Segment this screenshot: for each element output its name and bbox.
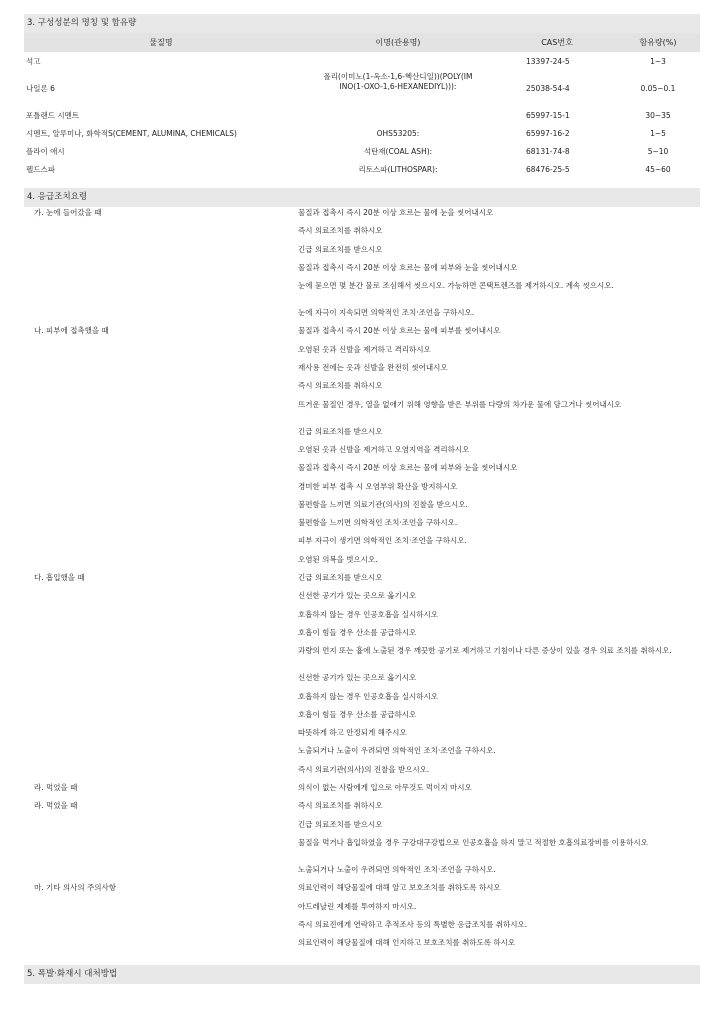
first-aid-row [24, 244, 700, 262]
first-aid-instruction: 재사용 전에는 옷과 신발을 완전히 씻어내시오 [298, 363, 448, 373]
first-aid-row [24, 764, 700, 782]
first-aid-row [24, 325, 700, 343]
section5-title: 5. 폭발·화재시 대처방법 [24, 965, 700, 984]
first-aid-instruction: 불편함을 느끼면 의료기관(의사)의 진찰을 받으시오. [298, 499, 468, 509]
first-aid-category [24, 280, 298, 307]
first-aid-category [24, 344, 298, 362]
first-aid-row [24, 362, 700, 380]
composition-row [24, 106, 700, 124]
first-aid-instruction: 의료인력이 해당물질에 대해 인지하고 보호조치를 취하도록 하시오 [298, 938, 516, 948]
first-aid-category [24, 691, 298, 709]
first-aid-category [24, 262, 298, 280]
first-aid-instruction: 오염된 의복을 벗으시오. [298, 554, 378, 564]
first-aid-instruction: 눈에 묻으면 몇 분간 물로 조심해서 씻으시오. 가능하면 콘택트렌즈를 제거하시오. 계속 씻으시오. [298, 281, 614, 291]
section3-title: 3. 구성성분의 명칭 및 함유량 [24, 14, 700, 33]
first-aid-row [24, 426, 700, 444]
first-aid-category [24, 919, 298, 937]
component-name: 펠드스파 [26, 164, 55, 174]
first-aid-list [24, 207, 700, 955]
first-aid-category: 다. 흡입했을 때 [34, 573, 85, 583]
component-name: 석고 [26, 56, 41, 66]
first-aid-category [24, 225, 298, 243]
component-alias: 석탄재(COAL ASH): [363, 146, 433, 156]
first-aid-row [24, 380, 700, 398]
first-aid-instruction: 의료인력이 해당물질에 대해 알고 보호조치를 취하도록 하시오 [298, 883, 501, 893]
first-aid-instruction: 불편함을 느끼면 의학적인 조치·조언을 구하시오. [298, 518, 458, 528]
composition-row [24, 52, 700, 70]
first-aid-category [24, 444, 298, 462]
first-aid-instruction: 과량의 먼지 또는 흄에 노출된 경우 깨끗한 공기로 제거하고 기침이나 다른 증상이 있을 경우 의료 조치를 취하시오. [298, 646, 672, 656]
first-aid-category [24, 481, 298, 499]
first-aid-instruction: 눈에 자극이 지속되면 의학적인 조치·조언을 구하시오. [298, 308, 475, 318]
first-aid-category [24, 709, 298, 727]
first-aid-row [24, 864, 700, 882]
first-aid-category [24, 901, 298, 919]
component-alias: OHS53205: [376, 128, 420, 138]
component-name: 나일론 6 [26, 83, 55, 93]
first-aid-category: 마. 기타 의사의 주의사항 [34, 883, 116, 893]
first-aid-row [24, 691, 700, 709]
component-cas: 68131-74-8 [526, 146, 570, 156]
first-aid-row [24, 462, 700, 480]
first-aid-row [24, 535, 700, 553]
first-aid-category [24, 244, 298, 262]
first-aid-instruction: 즉시 의료진에게 연락하고 추적조사 등의 특별한 응급조치를 취하시오. [298, 919, 528, 929]
first-aid-row [24, 882, 700, 900]
first-aid-category [24, 535, 298, 553]
first-aid-instruction: 긴급 의료조치를 받으시오 [298, 426, 383, 436]
first-aid-instruction: 호흡이 힘들 경우 산소를 공급하시오 [298, 709, 417, 719]
first-aid-category [24, 362, 298, 380]
first-aid-category [24, 672, 298, 690]
first-aid-row [24, 745, 700, 763]
first-aid-instruction: 따뜻하게 하고 안정되게 해주시오 [298, 728, 407, 738]
first-aid-instruction: 호흡이 힘들 경우 산소를 공급하시오 [298, 627, 417, 637]
first-aid-instruction: 뜨거운 물질인 경우, 열을 없애기 위해 영향을 받은 부위를 다량의 차가운 물에 담그거나 씻어내시오 [298, 399, 622, 409]
component-content: 30~35 [645, 110, 671, 120]
component-alias [298, 52, 498, 70]
first-aid-row [24, 919, 700, 937]
component-alias-text: 폴리(이미노(1-옥소-1,6-헥산디일))(POLY(IMINO(1-OXO-1,6-HEXANEDIYL))): [323, 72, 473, 91]
first-aid-row [24, 554, 700, 572]
first-aid-row [24, 444, 700, 462]
first-aid-instruction: 노출되거나 노출이 우려되면 의학적인 조치·조언을 구하시오. [298, 864, 496, 874]
first-aid-row [24, 937, 700, 955]
first-aid-category: 가. 눈에 들어갔을 때 [34, 208, 102, 217]
first-aid-category [24, 462, 298, 480]
first-aid-instruction: 노출되거나 노출이 우려되면 의학적인 조치·조언을 구하시오. [298, 746, 496, 756]
first-aid-row [24, 590, 700, 608]
first-aid-category [24, 380, 298, 398]
first-aid-category [24, 590, 298, 608]
first-aid-row [24, 709, 700, 727]
component-name: 시멘트, 알루미나, 화학적S(CEMENT, ALUMINA, CHEMICALS) [26, 128, 237, 138]
first-aid-category [24, 837, 298, 864]
first-aid-category [24, 819, 298, 837]
first-aid-instruction: 오염된 옷과 신발을 제거하고 오염지역을 격리하시오 [298, 444, 470, 454]
first-aid-row [24, 672, 700, 690]
header-content: 함유량(%) [616, 33, 700, 52]
first-aid-category [24, 745, 298, 763]
composition-table [24, 33, 700, 178]
first-aid-category [24, 864, 298, 882]
composition-row [24, 70, 700, 106]
first-aid-category [24, 727, 298, 745]
composition-header-row [24, 33, 700, 52]
first-aid-category [24, 764, 298, 782]
first-aid-row [24, 344, 700, 362]
component-name: 플라이 애시 [26, 146, 65, 156]
first-aid-category [24, 426, 298, 444]
first-aid-row [24, 609, 700, 627]
first-aid-instruction: 신선한 공기가 있는 곳으로 옮기시오 [298, 673, 417, 683]
first-aid-instruction: 긴급 의료조치를 받으시오 [298, 244, 383, 254]
header-cas: CAS번호 [498, 33, 616, 52]
first-aid-instruction: 신선한 공기가 있는 곳으로 옮기시오 [298, 591, 417, 601]
first-aid-row [24, 207, 700, 225]
component-alias [298, 70, 498, 106]
first-aid-instruction: 피부 자극이 생기면 의학적인 조치·조언을 구하시오. [298, 536, 467, 546]
component-alias [298, 106, 498, 124]
first-aid-row [24, 307, 700, 325]
composition-row [24, 142, 700, 160]
first-aid-category [24, 499, 298, 517]
component-cas: 65997-16-2 [526, 128, 570, 138]
first-aid-row [24, 225, 700, 243]
first-aid-instruction: 아드레날린 제제를 투여하지 마시오. [298, 901, 417, 911]
component-content: 0.05~0.1 [640, 83, 676, 93]
first-aid-category: 라. 먹었을 때 [34, 783, 78, 793]
first-aid-row [24, 262, 700, 280]
component-name: 포틀랜드 시멘트 [26, 110, 80, 120]
first-aid-row [24, 627, 700, 645]
first-aid-instruction: 호흡하지 않는 경우 인공호흡을 실시하시오 [298, 691, 438, 701]
first-aid-row [24, 819, 700, 837]
first-aid-row [24, 572, 700, 590]
first-aid-instruction: 긴급 의료조치를 받으시오 [298, 819, 383, 829]
first-aid-category [24, 517, 298, 535]
component-cas: 68476-25-5 [526, 164, 570, 174]
first-aid-row [24, 280, 700, 307]
component-cas: 25038-54-4 [526, 83, 570, 93]
component-alias: 리토스파(LITHOSPAR): [358, 164, 438, 174]
component-content: 45~60 [645, 164, 671, 174]
first-aid-category: 나. 피부에 접촉했을 때 [34, 326, 109, 336]
first-aid-category [24, 307, 298, 325]
first-aid-category [24, 609, 298, 627]
first-aid-row [24, 517, 700, 535]
msds-page [24, 14, 700, 984]
component-content: 1~5 [650, 128, 666, 138]
first-aid-instruction: 경미한 피부 접촉 시 오염부위 확산을 방지하시오 [298, 481, 458, 491]
first-aid-category [24, 645, 298, 672]
first-aid-category [24, 554, 298, 572]
component-cas: 13397-24-5 [526, 56, 570, 66]
first-aid-row [24, 645, 700, 672]
component-cas: 65997-15-1 [526, 110, 570, 120]
first-aid-instruction: 호흡하지 않는 경우 인공호흡을 실시하시오 [298, 609, 438, 619]
composition-row [24, 124, 700, 142]
first-aid-instruction: 즉시 의료조치를 취하시오 [298, 226, 383, 236]
header-alias: 이명(관용명) [298, 33, 498, 52]
first-aid-instruction: 물질과 접촉시 즉시 20분 이상 흐르는 물에 피부를 씻어내시오 [298, 326, 501, 336]
first-aid-category [24, 937, 298, 955]
first-aid-row [24, 499, 700, 517]
first-aid-category [24, 627, 298, 645]
first-aid-instruction: 물질과 접촉시 즉시 20분 이상 흐르는 물에 피부와 눈을 씻어내시오 [298, 262, 518, 272]
first-aid-instruction: 오염된 옷과 신발을 제거하고 격리하시오 [298, 344, 431, 354]
first-aid-row [24, 782, 700, 800]
first-aid-instruction: 물질과 접촉시 즉시 20분 이상 흐르는 물에 눈을 씻어내시오 [298, 208, 494, 217]
header-name: 물질명 [24, 33, 298, 52]
component-content: 5~10 [647, 146, 669, 156]
first-aid-instruction: 긴급 의료조치를 받으시오 [298, 573, 383, 583]
first-aid-row [24, 837, 700, 864]
first-aid-row [24, 727, 700, 745]
first-aid-instruction: 물질을 먹거나 흡입하였을 경우 구강대구강법으로 인공호흡을 하지 말고 적절한 호흡의료장비를 이용하시오 [298, 837, 648, 847]
first-aid-instruction: 즉시 의료기관(의사)의 진찰을 받으시오. [298, 764, 430, 774]
component-content: 1~3 [650, 56, 666, 66]
composition-row [24, 160, 700, 178]
first-aid-category [24, 399, 298, 426]
first-aid-row [24, 481, 700, 499]
section4-title: 4. 응급조치요령 [24, 188, 700, 207]
first-aid-category: 라. 먹었을 때 [34, 801, 78, 811]
first-aid-row [24, 901, 700, 919]
first-aid-instruction: 즉시 의료조치를 취하시오 [298, 801, 383, 811]
first-aid-instruction: 의식이 없는 사람에게 입으로 아무것도 먹이지 마시오 [298, 783, 472, 793]
first-aid-row [24, 399, 700, 426]
first-aid-instruction: 물질과 접촉시 즉시 20분 이상 흐르는 물에 피부와 눈을 씻어내시오 [298, 463, 518, 473]
first-aid-row [24, 800, 700, 818]
first-aid-instruction: 즉시 의료조치를 취하시오 [298, 381, 383, 391]
